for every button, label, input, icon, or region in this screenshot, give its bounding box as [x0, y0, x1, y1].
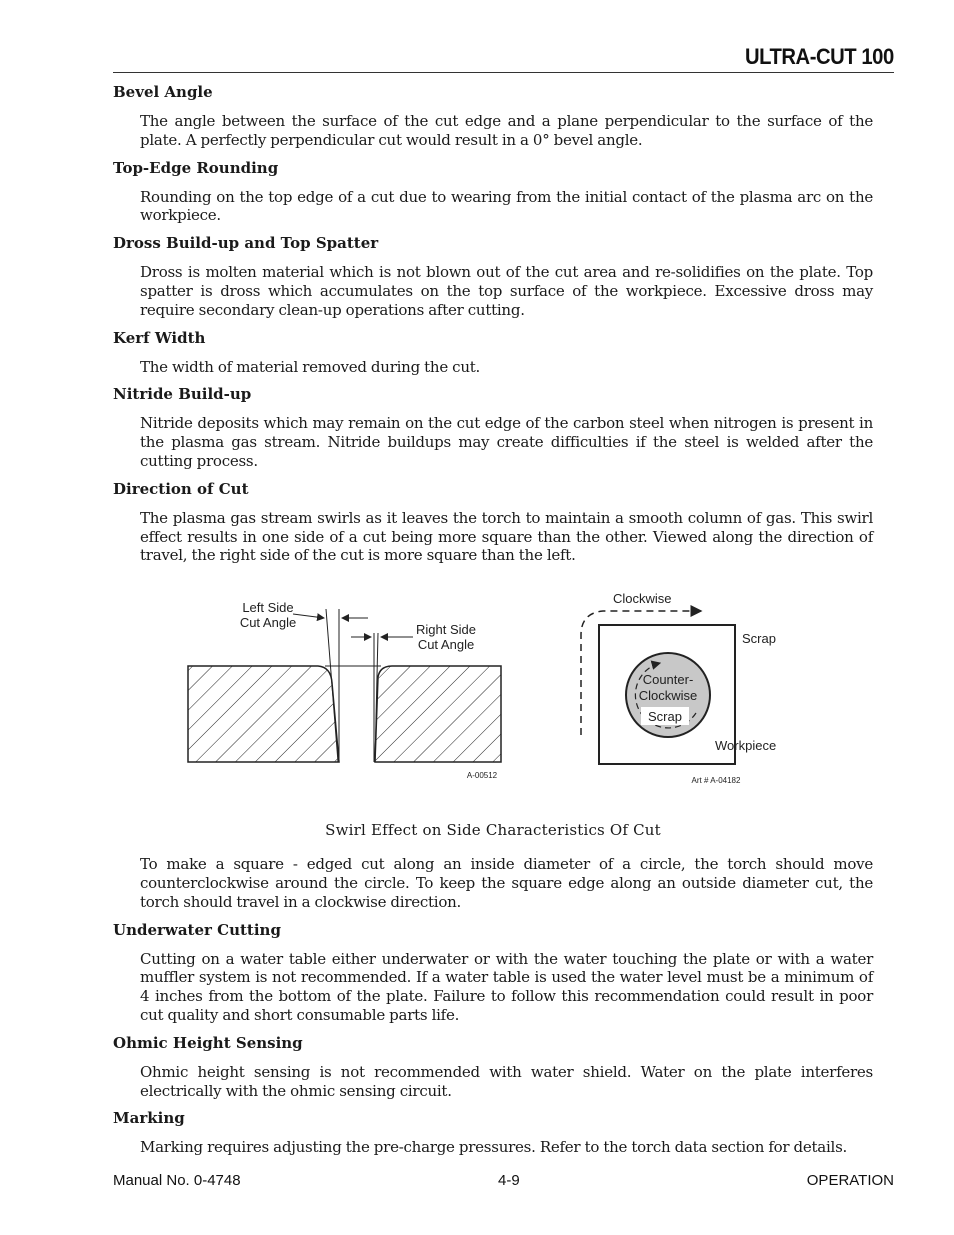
footer-manual-number: Manual No. 0-4748	[113, 1172, 241, 1189]
heading-dross: Dross Build-up and Top Spatter	[113, 234, 379, 253]
figure-drawing	[113, 587, 873, 819]
scrap-inner-label: Scrap	[648, 709, 682, 725]
right-side-label-2: Cut Angle	[417, 637, 475, 653]
scrap-outer-label: Scrap	[742, 631, 776, 647]
heading-nitride: Nitride Build-up	[113, 385, 252, 404]
right-side-label-1: Right Side	[416, 622, 476, 638]
header-rule	[113, 72, 894, 73]
body-direction-of-cut: The plasma gas stream swirls as it leaves the torch to maintain a smooth column of gas. This swirl effect results in one side of a cut being more square than the other. Viewed along the direction of travel, the right side of the cut is more square than the left.	[140, 508, 873, 565]
right-plate-piece	[375, 666, 501, 762]
workpiece-label: Workpiece	[715, 738, 777, 754]
counter-label-1: Counter-	[642, 672, 694, 688]
swirl-effect-figure	[113, 587, 873, 819]
body-kerf-width: The width of material removed during the cut.	[140, 357, 481, 376]
heading-underwater-cutting: Underwater Cutting	[113, 920, 281, 939]
counter-label-2: Clockwise	[638, 688, 698, 704]
body-bevel-angle: The angle between the surface of the cut edge and a plane perpendicular to the surface of the plate. A perfectly perpendicular cut would result in a 0° bevel angle.	[140, 112, 873, 149]
body-dross: Dross is molten material which is not blown out of the cut area and re-solidifies on the plate. Top spatter is dross which accumulates on the top surface of the workpiece. Excessive dross may require secondary clean-up operations after cutting.	[140, 263, 873, 319]
plate-cross-section	[188, 666, 501, 762]
footer-section-name: OPERATION	[806, 1172, 894, 1189]
footer-page-number: 4-9	[498, 1172, 520, 1189]
heading-top-edge-rounding: Top-Edge Rounding	[113, 158, 279, 177]
heading-kerf-width: Kerf Width	[113, 328, 206, 347]
heading-bevel-angle: Bevel Angle	[113, 83, 213, 101]
body-after-figure: To make a square - edged cut along an inside diameter of a circle, the torch should move counterclockwise around the circle. To keep the square edge along an outside diameter cut, the torch should travel in a clockwise direction.	[140, 855, 873, 911]
left-side-label-2: Cut Angle	[239, 615, 297, 631]
body-nitride: Nitride deposits which may remain on the cut edge of the carbon steel when nitrogen is present in the plasma gas stream. Nitride buildups may create difficulties if the steel is welded after the cutting process.	[140, 414, 873, 470]
header-title: ULTRA-CUT 100	[745, 44, 894, 69]
heading-ohmic-height-sensing: Ohmic Height Sensing	[113, 1033, 303, 1052]
art-id-right: Art # A-04182	[691, 776, 741, 786]
body-ohmic-height-sensing: Ohmic height sensing is not recommended with water shield. Water on the plate interferes electrically with the ohmic sensing circuit.	[140, 1062, 873, 1100]
page-content	[113, 80, 873, 1165]
clockwise-label: Clockwise	[613, 591, 672, 607]
body-marking: Marking requires adjusting the pre-charge pressures. Refer to the torch data section for details.	[140, 1138, 848, 1157]
art-id-left: A-00512	[466, 771, 498, 781]
heading-direction-of-cut: Direction of Cut	[113, 479, 249, 498]
body-underwater-cutting: Cutting on a water table either underwater or with the water touching the plate or with a water muffler system is not recommended. If a water table is used the water level must be a minimum of 4 inches from the bottom of the plate. Failure to follow this recommendation could result in poor cut quality and short consumable parts life.	[140, 949, 873, 1024]
heading-marking: Marking	[113, 1109, 185, 1128]
figure-caption: Swirl Effect on Side Characteristics Of Cut	[325, 821, 661, 840]
left-side-label-1: Left Side	[242, 600, 294, 616]
left-plate-piece	[188, 666, 339, 762]
body-top-edge-rounding: Rounding on the top edge of a cut due to wearing from the initial contact of the plasma arc on the workpiece.	[140, 187, 873, 225]
